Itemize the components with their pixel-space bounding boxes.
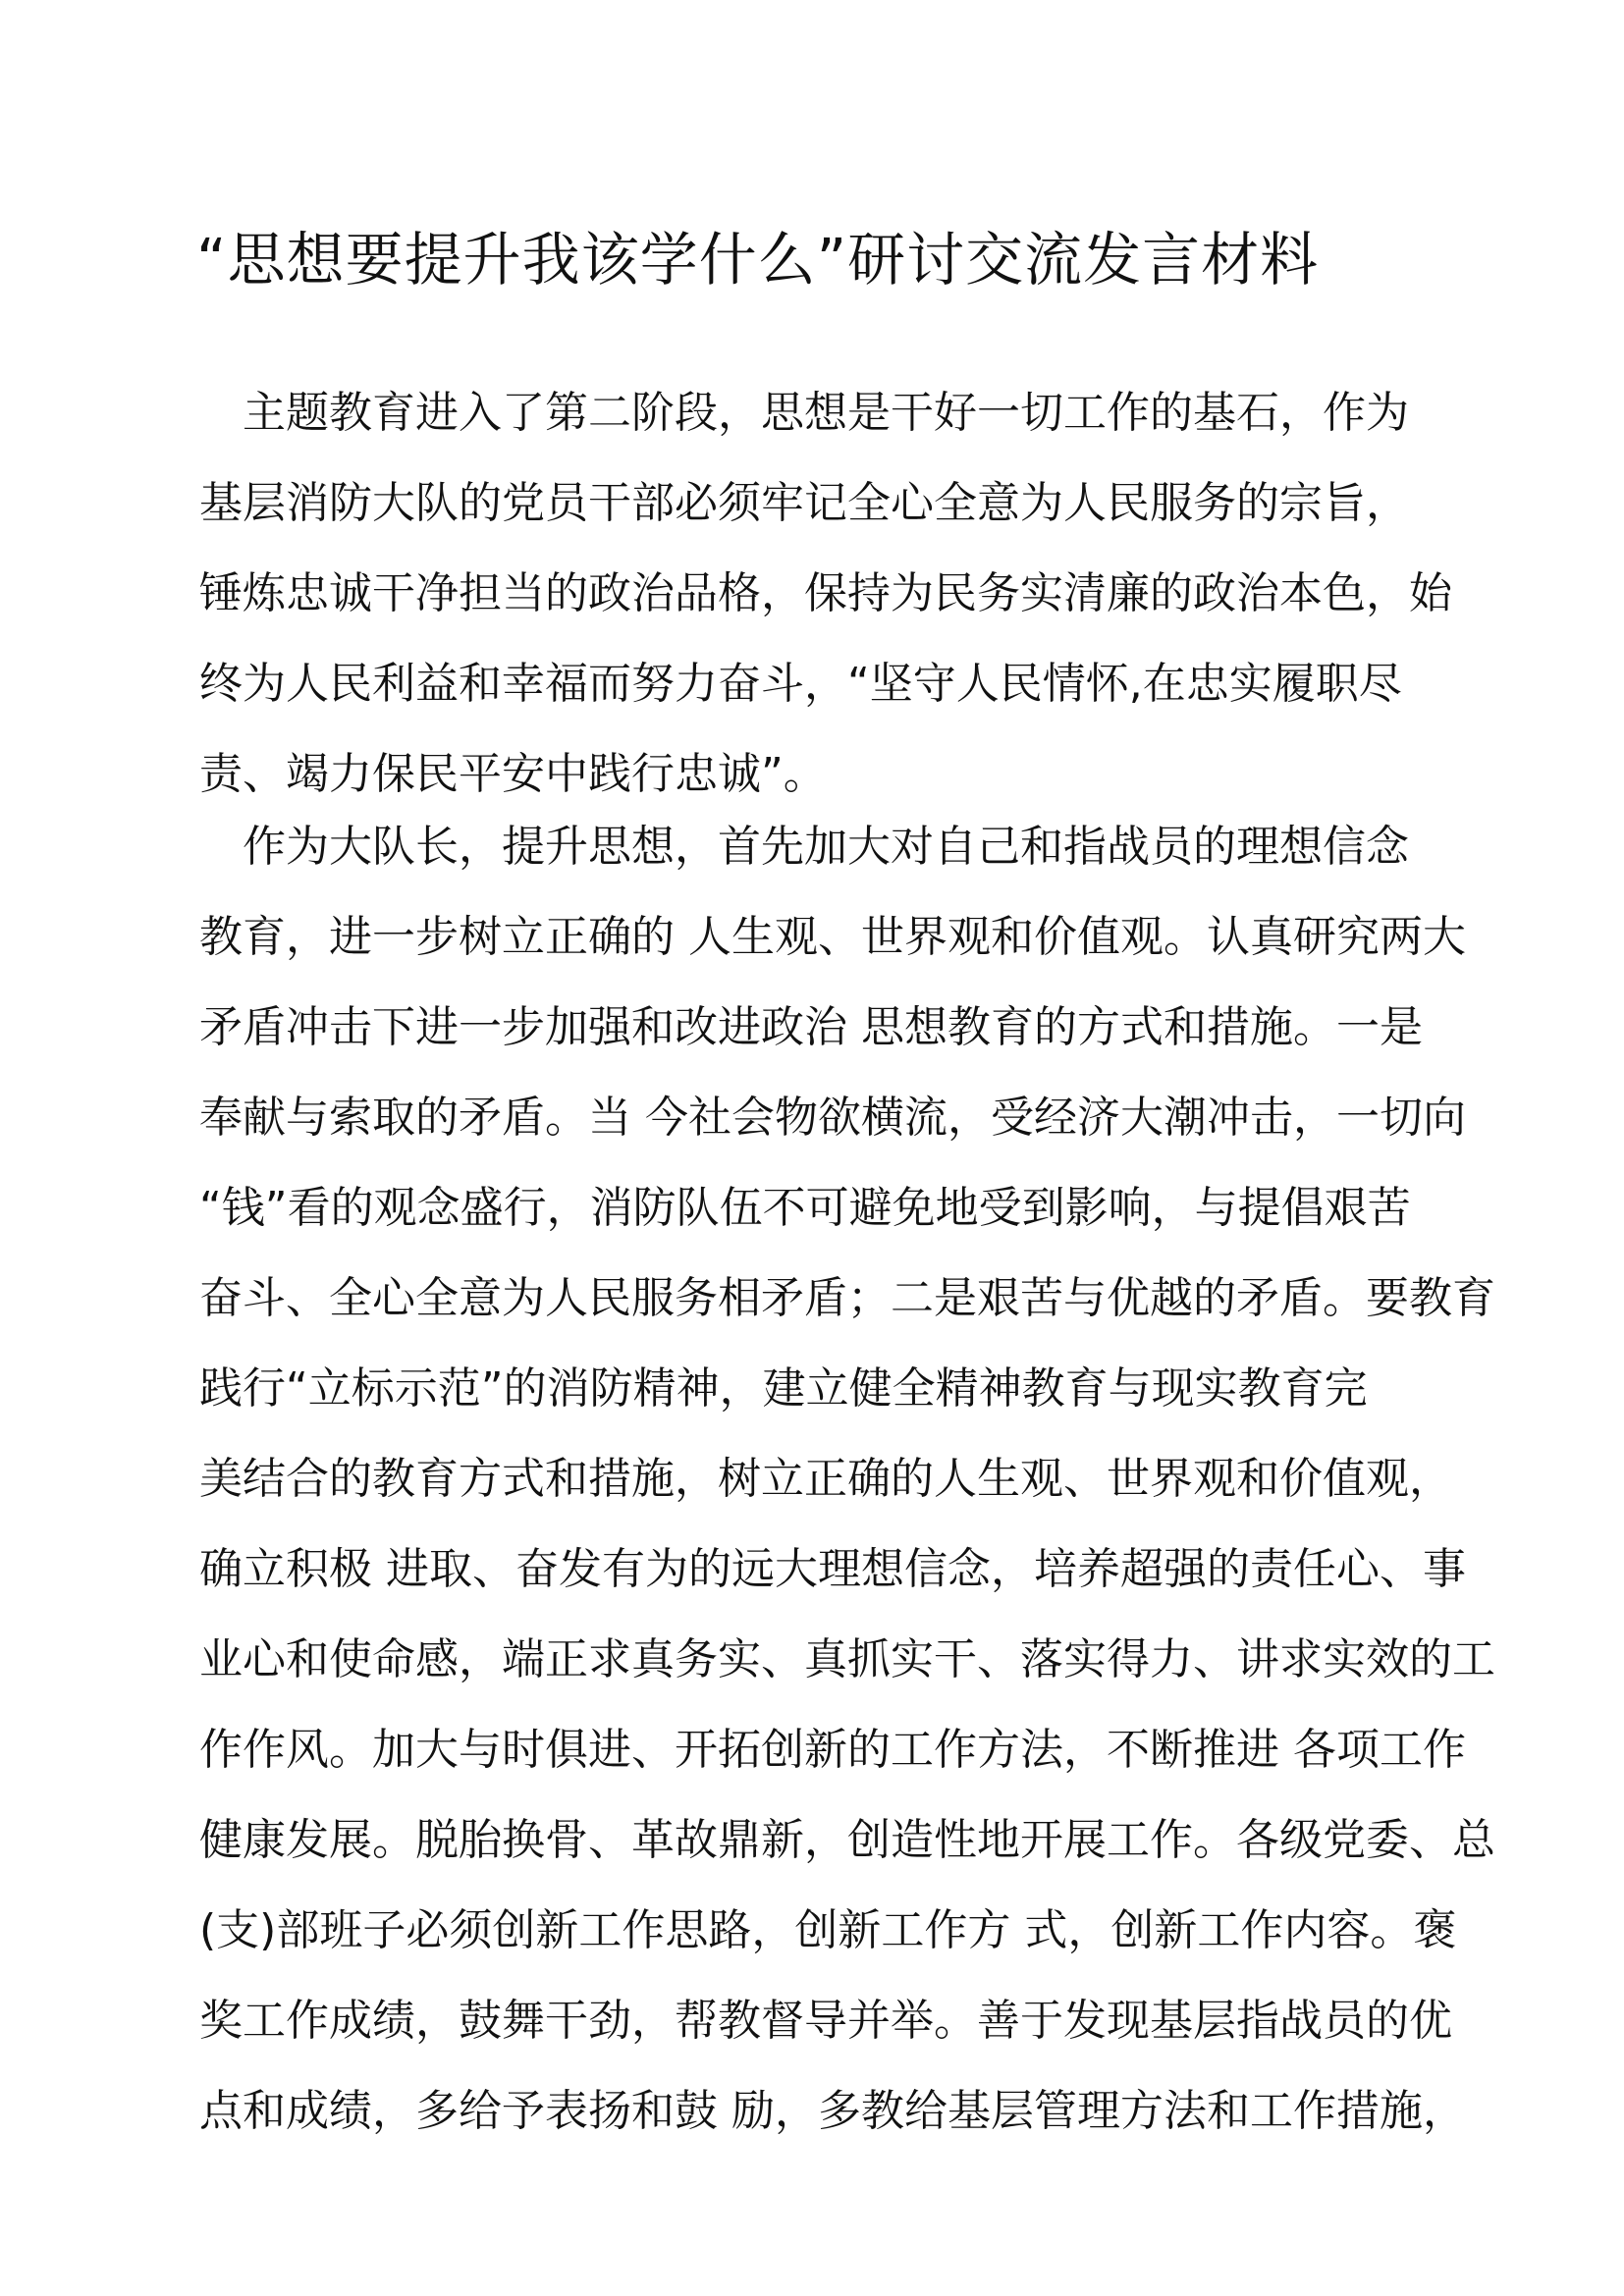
paragraph-1-line-1: 主题教育进入了第二阶段，思想是干好一切工作的基石，作为: [199, 388, 1409, 438]
paragraph-2-line-3: 矛盾冲击下进一步加强和改进政治 思想教育的方式和措施。一是: [199, 1002, 1423, 1052]
paragraph-2-line-8: 美结合的教育方式和措施，树立正确的人生观、世界观和价值观，: [199, 1454, 1452, 1504]
paragraph-1-line-2: 基层消防大队的党员干部必须牢记全心全意为人民服务的宗旨，: [199, 478, 1409, 528]
paragraph-2-line-2: 教育，进一步树立正确的 人生观、世界观和价值观。认真研究两大: [199, 912, 1466, 962]
paragraph-2-line-15: 点和成绩，多给予表扬和鼓 励，多教给基层管理方法和工作措施，: [199, 2086, 1466, 2136]
paragraph-1-line-4: 终为人民利益和幸福而努力奋斗，“坚守人民情怀,在忠实履职尽: [199, 659, 1402, 709]
paragraph-2-line-10: 业心和使命感，端正求真务实、真抓实干、落实得力、讲求实效的工: [199, 1634, 1495, 1684]
paragraph-2: [199, 802, 1495, 2157]
paragraph-2-line-4: 奉献与索取的矛盾。当 今社会物欲横流，受经济大潮冲击，一切向: [199, 1093, 1466, 1143]
paragraph-1: [199, 368, 1451, 820]
paragraph-2-line-7: 践行“立标示范”的消防精神，建立健全精神教育与现实教育完: [199, 1363, 1368, 1414]
document-title: “思想要提升我该学什么”研讨交流发言材料: [196, 226, 1320, 294]
paragraph-2-line-11: 作作风。加大与时俱进、开拓创新的工作方法，不断推进 各项工作: [199, 1725, 1466, 1775]
paragraph-2-line-1: 作为大队长，提升思想，首先加大对自己和指战员的理想信念: [199, 822, 1409, 872]
paragraph-2-line-9: 确立积极 进取、奋发有为的远大理想信念，培养超强的责任心、事: [199, 1544, 1466, 1594]
paragraph-2-line-14: 奖工作成绩，鼓舞干劲，帮教督导并举。善于发现基层指战员的优: [199, 1996, 1452, 2046]
paragraph-2-line-13: (支)部班子必须创新工作思路，创新工作方 式，创新工作内容。褒: [199, 1905, 1457, 1955]
paragraph-2-line-12: 健康发展。脱胎换骨、革故鼎新，创造性地开展工作。各级党委、总: [199, 1815, 1495, 1865]
paragraph-1-line-3: 锤炼忠诚干净担当的政治品格，保持为民务实清廉的政治本色，始: [199, 568, 1452, 618]
paragraph-2-line-5: “钱”看的观念盛行，消防队伍不可避免地受到影响，与提倡艰苦: [199, 1183, 1411, 1233]
paragraph-2-line-6: 奋斗、全心全意为人民服务相矛盾；二是艰苦与优越的矛盾。要教育: [199, 1273, 1495, 1323]
paragraph-1-line-5: 责、竭力保民平安中践行忠诚”。: [199, 749, 827, 799]
